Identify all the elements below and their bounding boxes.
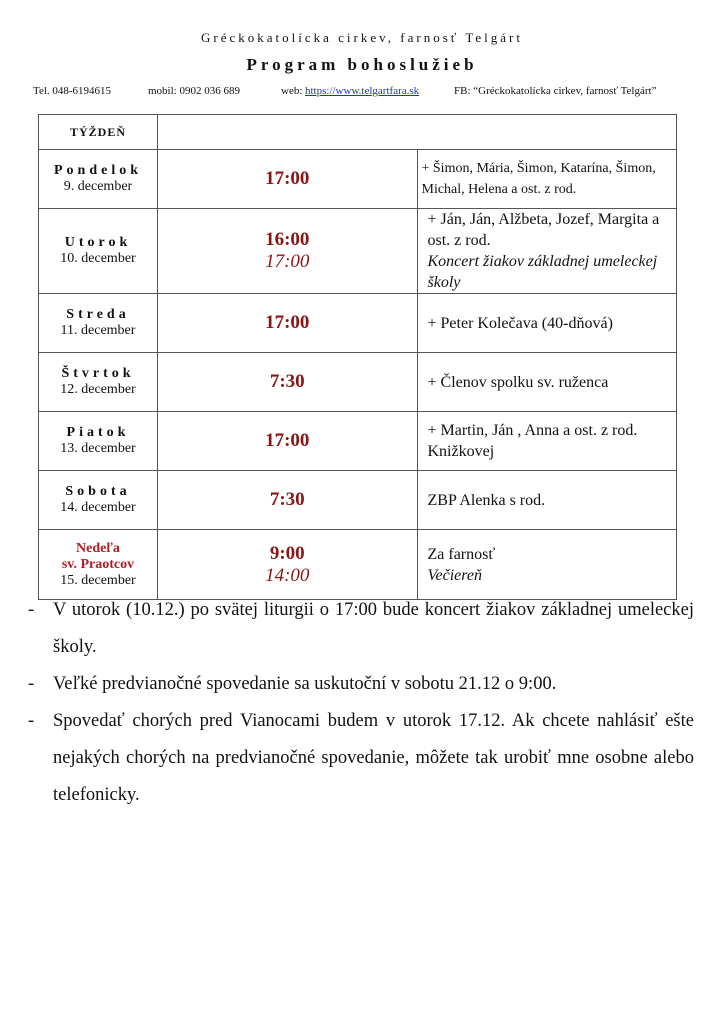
table-header-row <box>39 115 677 150</box>
intention-cell <box>417 412 677 471</box>
intention-text: + Martin, Ján , Anna a ost. z rod. Knižkovej <box>427 422 638 460</box>
intention-cell <box>417 353 677 412</box>
time-cell <box>158 209 418 294</box>
intention-text: ZBP Alenka s rod. <box>427 491 546 509</box>
time-cell <box>158 353 418 412</box>
phone-text: Tel. 048-6194615 <box>33 85 112 97</box>
table-row <box>39 294 677 353</box>
table-row <box>39 150 677 209</box>
day-date: 10. december <box>60 251 136 266</box>
table-row <box>39 471 677 530</box>
website-link[interactable]: https://www.telgartfara.sk <box>305 85 420 97</box>
schedule-table <box>38 114 677 600</box>
service-time: 16:00 <box>265 229 310 250</box>
service-time: 17:00 <box>265 430 310 451</box>
feast-name: sv. Praotcov <box>61 556 135 572</box>
day-cell <box>39 471 158 530</box>
organization-heading: Gréckokatolícka cirkev, farnosť Telgárt <box>201 30 523 45</box>
day-cell <box>39 412 158 471</box>
table-row <box>39 412 677 471</box>
day-name: Streda <box>66 307 130 322</box>
day-date: 11. december <box>60 323 136 338</box>
mobile-text: mobil: 0902 036 689 <box>148 85 240 97</box>
bullet-dash: - <box>28 711 35 731</box>
announcement-item <box>28 592 694 666</box>
bullet-dash: - <box>28 674 35 694</box>
service-time: 9:00 <box>269 542 305 564</box>
intention-text: + Ján, Ján, Alžbeta, Jozef, Margita a ost. z rod. <box>427 211 660 249</box>
time-cell <box>158 471 418 530</box>
day-cell <box>39 353 158 412</box>
event-text: Koncert žiakov základnej umeleckej školy <box>427 253 658 291</box>
time-cell <box>158 530 418 600</box>
day-name: Štvrtok <box>61 366 135 381</box>
service-time: 17:00 <box>265 312 310 333</box>
intention-cell <box>417 294 677 353</box>
web-label: web: <box>281 85 303 97</box>
announcements <box>28 592 694 814</box>
table-row <box>39 530 677 600</box>
bullet-dash: - <box>28 600 35 620</box>
day-date: 12. december <box>60 382 136 397</box>
table-row <box>39 209 677 294</box>
day-date: 9. december <box>63 179 133 194</box>
service-time: 17:00 <box>265 168 310 189</box>
day-name: Nedeľa <box>76 540 120 556</box>
intention-text: + Peter Kolečava (40-dňová) <box>427 314 613 332</box>
announcement-item <box>28 703 694 814</box>
day-name: Utorok <box>64 235 132 250</box>
day-name: Pondelok <box>53 163 142 178</box>
day-name: Sobota <box>65 484 131 499</box>
intention-cell <box>417 471 677 530</box>
service-time: 7:30 <box>269 371 305 392</box>
announcement-text: V utorok (10.12.) po svätej liturgii o 17:00 bude koncert žiakov základnej umeleckej školy. <box>53 600 694 657</box>
intention-text: Za farnosť <box>427 545 496 563</box>
announcement-text: Spovedať chorých pred Vianocami budem v utorok 17.12. Ak chcete nahlásiť ešte nejakých chorých na predvianočné spovedanie, môžete tak urobiť mne osobne alebo telefonicky. <box>53 711 694 805</box>
intention-cell <box>417 150 677 209</box>
table-row <box>39 353 677 412</box>
intention-cell <box>417 530 677 600</box>
intention-text: + Členov spolku sv. ruženca <box>427 373 609 391</box>
day-date: 13. december <box>60 441 136 456</box>
day-cell <box>39 530 158 600</box>
page-title: Program bohoslužieb <box>246 55 478 74</box>
header-empty-cell <box>158 115 677 150</box>
day-cell <box>39 294 158 353</box>
event-text: Večiereň <box>427 566 482 584</box>
intention-cell <box>417 209 677 294</box>
service-time: 14:00 <box>265 564 310 586</box>
day-name: Piatok <box>66 425 130 440</box>
day-date: 15. december <box>60 572 136 588</box>
week-label: TÝŽDEŇ <box>39 115 158 150</box>
time-cell <box>158 412 418 471</box>
day-cell <box>39 209 158 294</box>
announcement-item <box>28 666 694 703</box>
service-time: 7:30 <box>269 489 305 510</box>
day-cell <box>39 150 158 209</box>
announcement-text: Veľké predvianočné spovedanie sa uskutoční v sobotu 21.12 o 9:00. <box>53 674 557 694</box>
time-cell <box>158 294 418 353</box>
facebook-text: FB: “Gréckokatolícka cirkev, farnosť Telgárt” <box>454 85 657 97</box>
intention-text: + Šimon, Mária, Šimon, Katarína, Šimon, Michal, Helena a ost. z rod. <box>421 161 656 197</box>
day-date: 14. december <box>60 500 136 515</box>
time-cell <box>158 150 418 209</box>
service-time: 17:00 <box>265 251 310 272</box>
